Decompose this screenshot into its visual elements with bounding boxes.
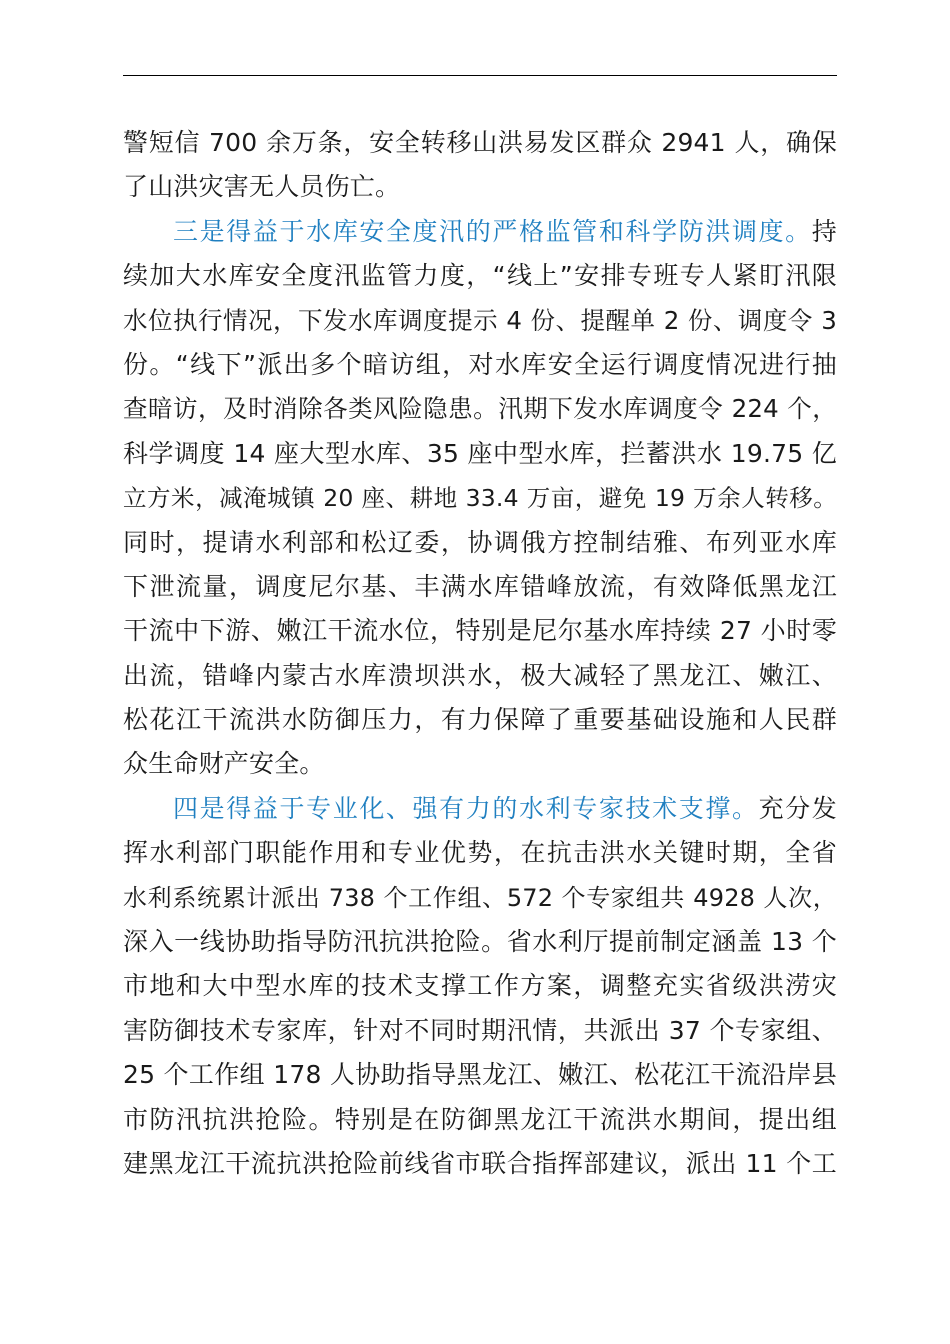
section-heading-3: 三是得益于水库安全度汛的严格监管和科学防洪调度。 — [173, 216, 812, 246]
section-heading-4: 四是得益于专业化、强有力的水利专家技术支撑。 — [173, 793, 759, 823]
text-line: 下泄流量，调度尼尔基、丰满水库错峰放流，有效降低黑龙江 — [123, 571, 837, 601]
text-line: 松花江干流洪水防御压力，有力保障了重要基础设施和人民群 — [123, 705, 837, 735]
text-line: 水利系统累计派出 738 个工作组、572 个专家组共 4928 人次， — [123, 883, 837, 912]
text-line: 25 个工作组 178 人协助指导黑龙江、嫩江、松花江干流沿岸县 — [123, 1060, 837, 1090]
section-heading-line: 三是得益于水库安全度汛的严格监管和科学防洪调度。持 — [173, 216, 837, 246]
text-line: 水位执行情况，下发水库调度提示 4 份、提醒单 2 份、调度令 3 — [123, 305, 837, 335]
text-line: 了山洪灾害无人员伤亡。 — [123, 172, 401, 202]
text-line: 害防御技术专家库，针对不同时期汛情，共派出 37 个专家组、 — [123, 1015, 837, 1045]
text-line: 建黑龙江干流抗洪抢险前线省市联合指挥部建议，派出 11 个工 — [123, 1148, 837, 1178]
text-line: 份。“线下”派出多个暗访组，对水库安全运行调度情况进行抽 — [123, 349, 837, 379]
text-line: 查暗访，及时消除各类风险隐患。汛期下发水库调度令 224 个， — [123, 394, 837, 424]
text-line: 同时，提请水利部和松辽委，协调俄方控制结雅、布列亚水库 — [123, 527, 837, 557]
text-line: 出流，错峰内蒙古水库溃坝洪水，极大减轻了黑龙江、嫩江、 — [123, 660, 837, 690]
text-line: 警短信 700 余万条，安全转移山洪易发区群众 2941 人，确保 — [123, 128, 837, 157]
header-rule — [123, 75, 837, 76]
text-line: 众生命财产安全。 — [123, 749, 325, 779]
text-line: 立方米，减淹城镇 20 座、耕地 33.4 万亩，避免 19 万余人转移。 — [123, 484, 837, 513]
text-line: 市地和大中型水库的技术支撑工作方案，调整充实省级洪涝灾 — [123, 971, 837, 1001]
text-line: 挥水利部门职能作用和专业优势，在抗击洪水关键时期，全省 — [123, 838, 837, 868]
text-line: 市防汛抗洪抢险。特别是在防御黑龙江干流洪水期间，提出组 — [123, 1104, 837, 1134]
section-heading-line: 四是得益于专业化、强有力的水利专家技术支撑。充分发 — [173, 793, 837, 823]
text-line: 深入一线协助指导防汛抗洪抢险。省水利厅提前制定涵盖 13 个 — [123, 927, 837, 957]
text-line: 科学调度 14 座大型水库、35 座中型水库，拦蓄洪水 19.75 亿 — [123, 438, 837, 468]
body-text — [123, 121, 837, 1186]
text-line: 续加大水库安全度汛监管力度，“线上”安排专班专人紧盯汛限 — [123, 261, 837, 291]
text-line: 干流中下游、嫩江干流水位，特别是尼尔基水库持续 27 小时零 — [123, 616, 837, 646]
